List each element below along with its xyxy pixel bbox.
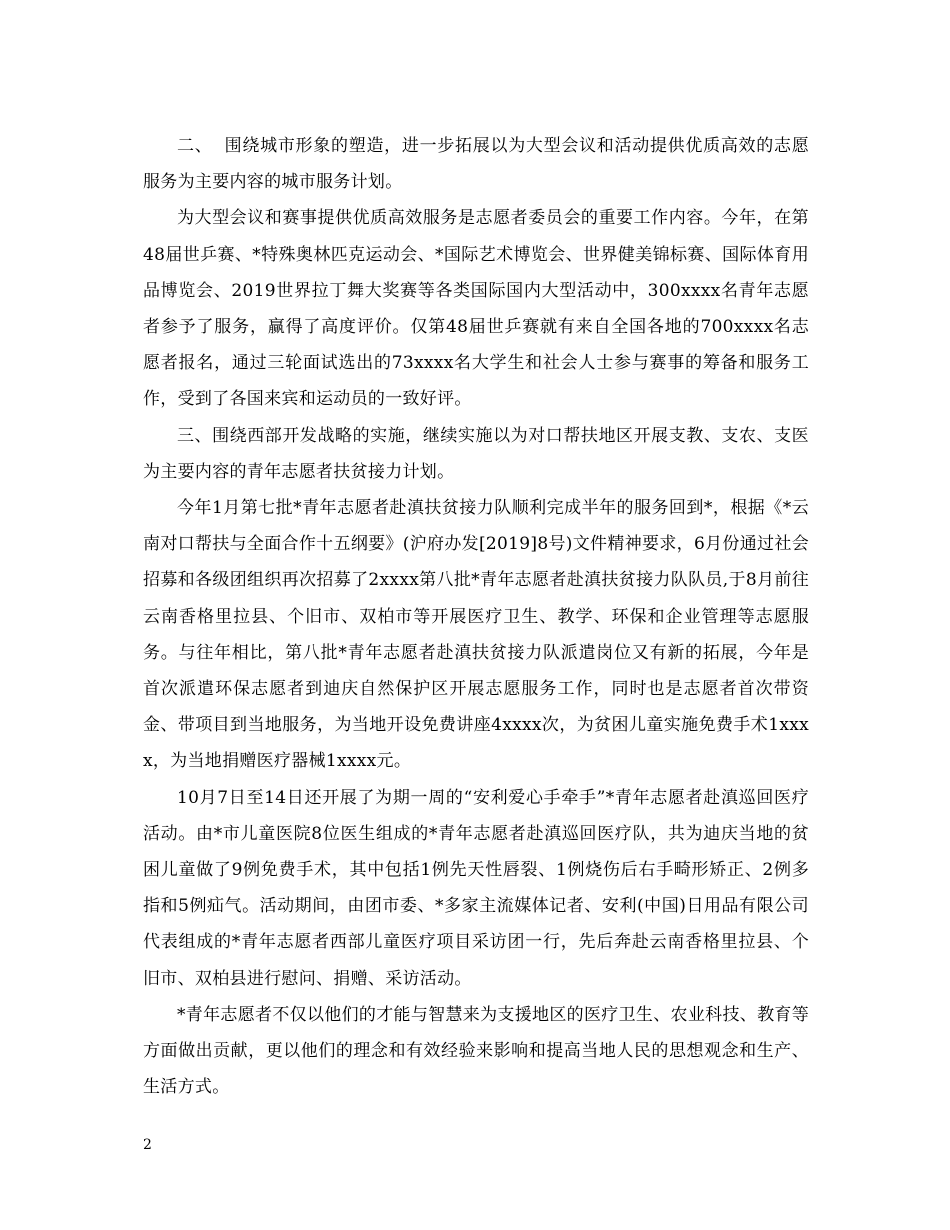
- body-text: [143, 128, 809, 1105]
- paragraph-events-service: 为大型会议和赛事提供优质高效服务是志愿者委员会的重要工作内容。今年，在第48届世乒赛、*特殊奥林匹克运动会、*国际艺术博览会、世界健美锦标赛、国际体育用品博览会、2019世界拉丁舞大奖赛等各类国际国内大型活动中，300xxxx名青年志愿者参予了服务，赢得了高度评价。仅第48届世乒赛就有来自全国各地的700xxxx名志愿者报名，通过三轮面试选出的73xxxx名大学生和社会人士参与赛事的筹备和服务工作，受到了各国来宾和运动员的一致好评。: [143, 208, 809, 410]
- page-number: 2: [143, 1137, 152, 1153]
- paragraph-conclusion: *青年志愿者不仅以他们的才能与智慧来为支援地区的医疗卫生、农业科技、教育等方面做出贡献，更以他们的理念和有效经验来影响和提高当地人民的思想观念和生产、生活方式。: [143, 1004, 809, 1098]
- paragraph-medical-tour: 10月7日至14日还开展了为期一周的“安利爱心手牵手”*青年志愿者赴滇巡回医疗活动。由*市儿童医院8位医生组成的*青年志愿者赴滇巡回医疗队，共为迪庆当地的贫困儿童做了9例免费手术，其中包括1例先天性唇裂、1例烧伤后右手畸形矫正、2例多指和5例疝气。活动期间，由团市委、*多家主流媒体记者、安利(中国)日用品有限公司代表组成的*青年志愿者西部儿童医疗项目采访团一行，先后奔赴云南香格里拉县、个旧市、双柏县进行慰问、捐赠、采访活动。: [143, 787, 809, 989]
- paragraph-yunnan-relay: 今年1月第七批*青年志愿者赴滇扶贫接力队顺利完成半年的服务回到*，根据《*云南对口帮扶与全面合作十五纲要》(沪府办发[2019]8号)文件精神要求，6月份通过社会招募和各级团组织再次招募了2xxxx第八批*青年志愿者赴滇扶贫接力队队员,于8月前往云南香格里拉县、个旧市、双柏市等开展医疗卫生、教学、环保和企业管理等志愿服务。与往年相比，第八批*青年志愿者赴滇扶贫接力队派遣岗位又有新的拓展，今年是首次派遣环保志愿者到迪庆自然保护区开展志愿服务工作，同时也是志愿者首次带资金、带项目到当地服务，为当地开设免费讲座4xxxx次，为贫困儿童实施免费手术1xxxx，为当地捐赠医疗器械1xxxx元。: [143, 498, 809, 772]
- section-heading-three: 三、围绕西部开发战略的实施，继续实施以为对口帮扶地区开展支教、支农、支医为主要内容的青年志愿者扶贫接力计划。: [143, 425, 809, 482]
- section-heading-two: 二、 围绕城市形象的塑造，进一步拓展以为大型会议和活动提供优质高效的志愿服务为主要内容的城市服务计划。: [143, 136, 809, 193]
